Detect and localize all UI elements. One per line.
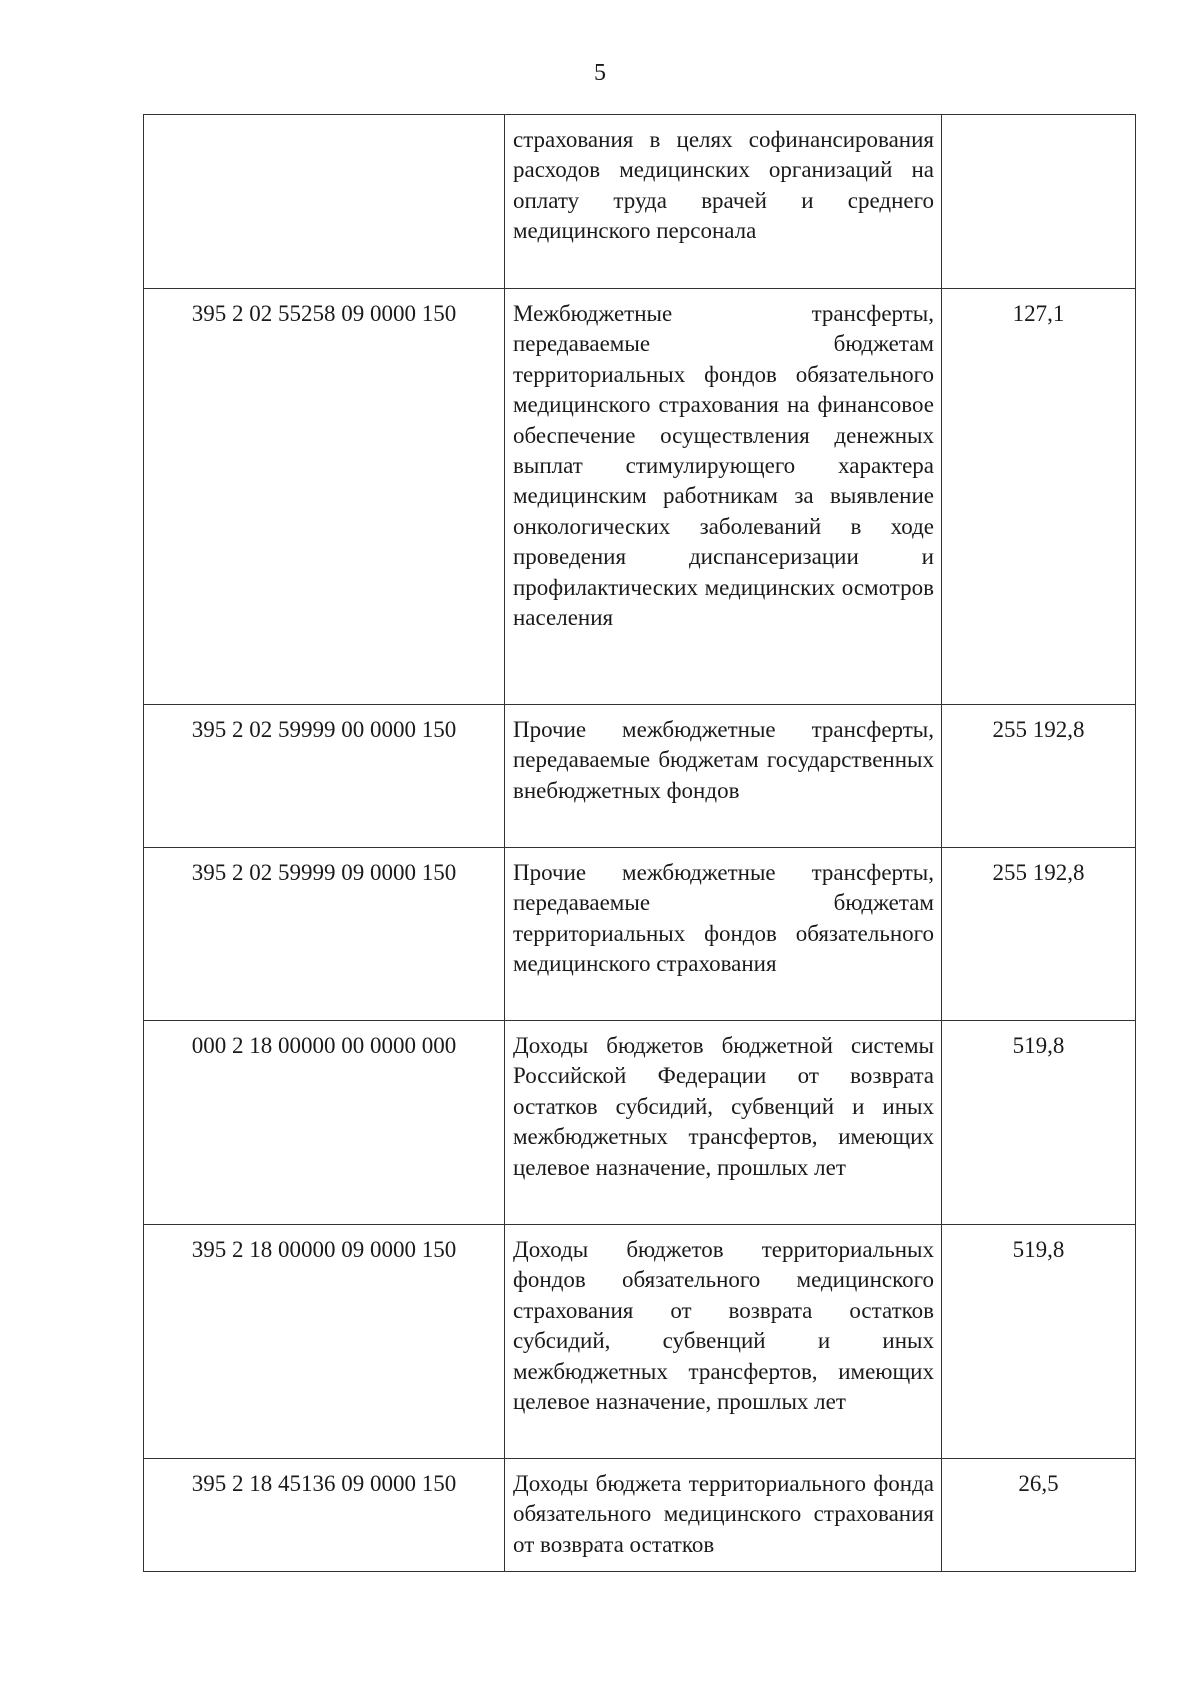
budget-code-cell: 395 2 18 45136 09 0000 150 bbox=[144, 1459, 505, 1572]
table-row bbox=[144, 705, 1136, 848]
table-row bbox=[144, 115, 1136, 289]
revenue-name-cell: Доходы бюджетов бюджетной системы Российской Федерации от возврата остатков субсидий, субвенций и иных межбюджетных трансфертов, имеющих целевое назначение, прошлых лет bbox=[505, 1021, 942, 1225]
revenue-name-cell: Доходы бюджета территориального фонда обязательного медицинского страхования от возврата остатков bbox=[505, 1459, 942, 1572]
table-row bbox=[144, 1225, 1136, 1459]
table-row bbox=[144, 1459, 1136, 1572]
amount-cell: 519,8 bbox=[942, 1225, 1136, 1459]
amount-cell: 519,8 bbox=[942, 1021, 1136, 1225]
page-number: 5 bbox=[594, 60, 606, 86]
revenue-name-cell: Прочие межбюджетные трансферты, передаваемые бюджетам территориальных фондов обязательного медицинского страхования bbox=[505, 848, 942, 1021]
budget-revenue-table bbox=[143, 114, 1136, 1572]
amount-cell: 127,1 bbox=[942, 289, 1136, 705]
revenue-name-cell: Доходы бюджетов территориальных фондов обязательного медицинского страхования от возврата остатков субсидий, субвенций и иных межбюджетных трансфертов, имеющих целевое назначение, прошлых лет bbox=[505, 1225, 942, 1459]
revenue-name-cell: страхования в целях софинансирования расходов медицинских организаций на оплату труда врачей и среднего медицинского персонала bbox=[505, 115, 942, 289]
budget-code-cell: 395 2 18 00000 09 0000 150 bbox=[144, 1225, 505, 1459]
budget-code-cell: 000 2 18 00000 00 0000 000 bbox=[144, 1021, 505, 1225]
amount-cell: 255 192,8 bbox=[942, 705, 1136, 848]
table-row bbox=[144, 289, 1136, 705]
budget-code-cell bbox=[144, 115, 505, 289]
budget-code-cell: 395 2 02 55258 09 0000 150 bbox=[144, 289, 505, 705]
budget-code-cell: 395 2 02 59999 09 0000 150 bbox=[144, 848, 505, 1021]
revenue-name-cell: Прочие межбюджетные трансферты, передаваемые бюджетам государственных внебюджетных фондов bbox=[505, 705, 942, 848]
table-row bbox=[144, 1021, 1136, 1225]
table-row bbox=[144, 848, 1136, 1021]
amount-cell bbox=[942, 115, 1136, 289]
amount-cell: 255 192,8 bbox=[942, 848, 1136, 1021]
amount-cell: 26,5 bbox=[942, 1459, 1136, 1572]
budget-code-cell: 395 2 02 59999 00 0000 150 bbox=[144, 705, 505, 848]
revenue-name-cell: Межбюджетные трансферты, передаваемые бюджетам территориальных фондов обязательного медицинского страхования на финансовое обеспечение осуществления денежных выплат стимулирующего характера медицинским работникам за выявление онкологических заболеваний в ходе проведения диспансеризации и профилактических медицинских осмотров населения bbox=[505, 289, 942, 705]
